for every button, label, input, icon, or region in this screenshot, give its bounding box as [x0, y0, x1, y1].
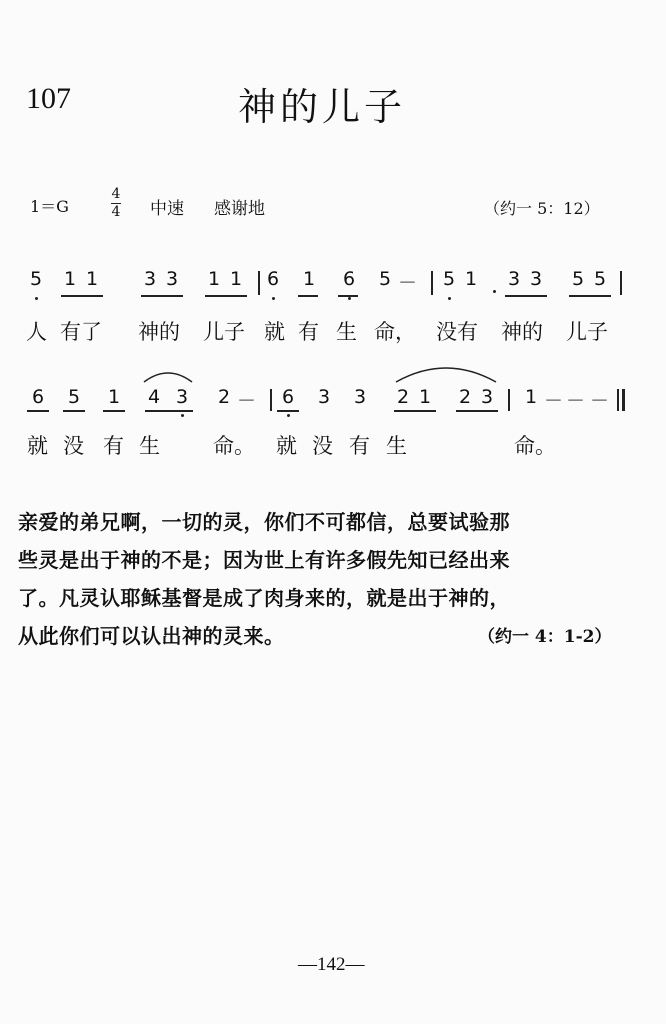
note: 5 [442, 268, 456, 290]
tempo-marking: 中速 [150, 199, 184, 219]
lyric: 命。 [514, 434, 556, 458]
lyric: 没 [63, 434, 84, 458]
note: － [566, 390, 586, 412]
lyric: 儿子 [566, 320, 608, 344]
lower-octave-dot [272, 297, 275, 300]
beam [456, 410, 498, 412]
note: － [590, 390, 610, 412]
note: 1 [107, 386, 121, 408]
beam [394, 410, 436, 412]
lyric: 生 [139, 434, 160, 458]
lyric: 没 [312, 434, 333, 458]
note: 3 [353, 386, 367, 408]
note: 1 [302, 268, 316, 290]
note: 1 [229, 268, 243, 290]
verse-citation: （约一 4：1-2） [478, 627, 612, 647]
beam [63, 410, 85, 412]
beam [145, 410, 193, 412]
time-signature-bottom: 4 [111, 204, 121, 220]
note: 5 [29, 268, 43, 290]
beam [505, 295, 547, 297]
note: 4 [147, 386, 161, 408]
barline [270, 389, 272, 411]
note: 3 [317, 386, 331, 408]
note: － [398, 272, 418, 294]
lyric: 就 [27, 434, 48, 458]
note: 3 [529, 268, 543, 290]
lyric: 有了 [60, 320, 102, 344]
lyric: 就 [276, 434, 297, 458]
note: 5 [67, 386, 81, 408]
lower-octave-dot [287, 414, 290, 417]
lower-octave-dot [181, 414, 184, 417]
beam [298, 295, 318, 297]
barline [620, 271, 622, 295]
lyric: 神的 [501, 320, 543, 344]
beam [27, 410, 49, 412]
note: 5 [571, 268, 585, 290]
note: 1 [207, 268, 221, 290]
note: 3 [507, 268, 521, 290]
barline [431, 271, 433, 295]
hymn-number: 107 [26, 82, 71, 115]
lyric: 没有 [436, 320, 478, 344]
note: 5 [593, 268, 607, 290]
note: － [237, 390, 257, 412]
lyric: 命。 [213, 434, 255, 458]
barline [258, 271, 260, 295]
beam [61, 295, 103, 297]
note: 6 [281, 386, 295, 408]
barline [508, 389, 510, 411]
time-signature [110, 186, 122, 221]
note: 1 [524, 386, 538, 408]
note: 3 [175, 386, 189, 408]
note: 3 [480, 386, 494, 408]
beam [277, 410, 299, 412]
note: 2 [458, 386, 472, 408]
lyric: 命， [374, 320, 416, 344]
note: 2 [396, 386, 410, 408]
note: 1 [464, 268, 478, 290]
note: 2 [217, 386, 231, 408]
expression-marking: 感谢地 [214, 199, 265, 219]
lower-octave-dot [448, 297, 451, 300]
note: 3 [143, 268, 157, 290]
verse-line: 些灵是出于神的不是；因为世上有许多假先知已经出来 [18, 548, 510, 572]
note: 5 [378, 268, 392, 290]
beam [569, 295, 611, 297]
lower-octave-dot [348, 297, 351, 300]
hymn-title: 神的儿子 [238, 85, 407, 129]
note: 3 [165, 268, 179, 290]
lyric: 生 [336, 320, 357, 344]
beam [205, 295, 247, 297]
note: 6 [342, 268, 356, 290]
lyric: 有 [349, 434, 370, 458]
note: 6 [266, 268, 280, 290]
verse-line: 从此你们可以认出神的灵来。 [18, 624, 285, 648]
slur [140, 368, 196, 384]
lyric: 有 [298, 320, 319, 344]
lyric: 生 [386, 434, 407, 458]
beam [141, 295, 183, 297]
lyric: 神的 [138, 320, 180, 344]
lyric: 人 [26, 320, 47, 344]
augmentation-dot [493, 290, 496, 293]
lyric: 就 [264, 320, 285, 344]
lower-octave-dot [35, 297, 38, 300]
lyric: 有 [103, 434, 124, 458]
time-signature-top: 4 [111, 186, 121, 202]
verse-line: 亲爱的弟兄啊，一切的灵，你们不可都信，总要试验那 [18, 510, 510, 534]
note: 1 [418, 386, 432, 408]
note: 1 [63, 268, 77, 290]
verse-line: 了。凡灵认耶稣基督是成了肉身来的，就是出于神的， [18, 586, 510, 610]
note: 6 [31, 386, 45, 408]
note: － [544, 390, 564, 412]
note: 1 [85, 268, 99, 290]
slur [392, 362, 500, 384]
key-signature: 1＝G [30, 197, 69, 216]
page-number: —142— [298, 954, 365, 975]
beam [103, 410, 125, 412]
final-barline-thick [622, 389, 625, 411]
scripture-reference: （约一 5：12） [484, 199, 600, 218]
lyric: 儿子 [203, 320, 245, 344]
final-barline [617, 389, 619, 411]
